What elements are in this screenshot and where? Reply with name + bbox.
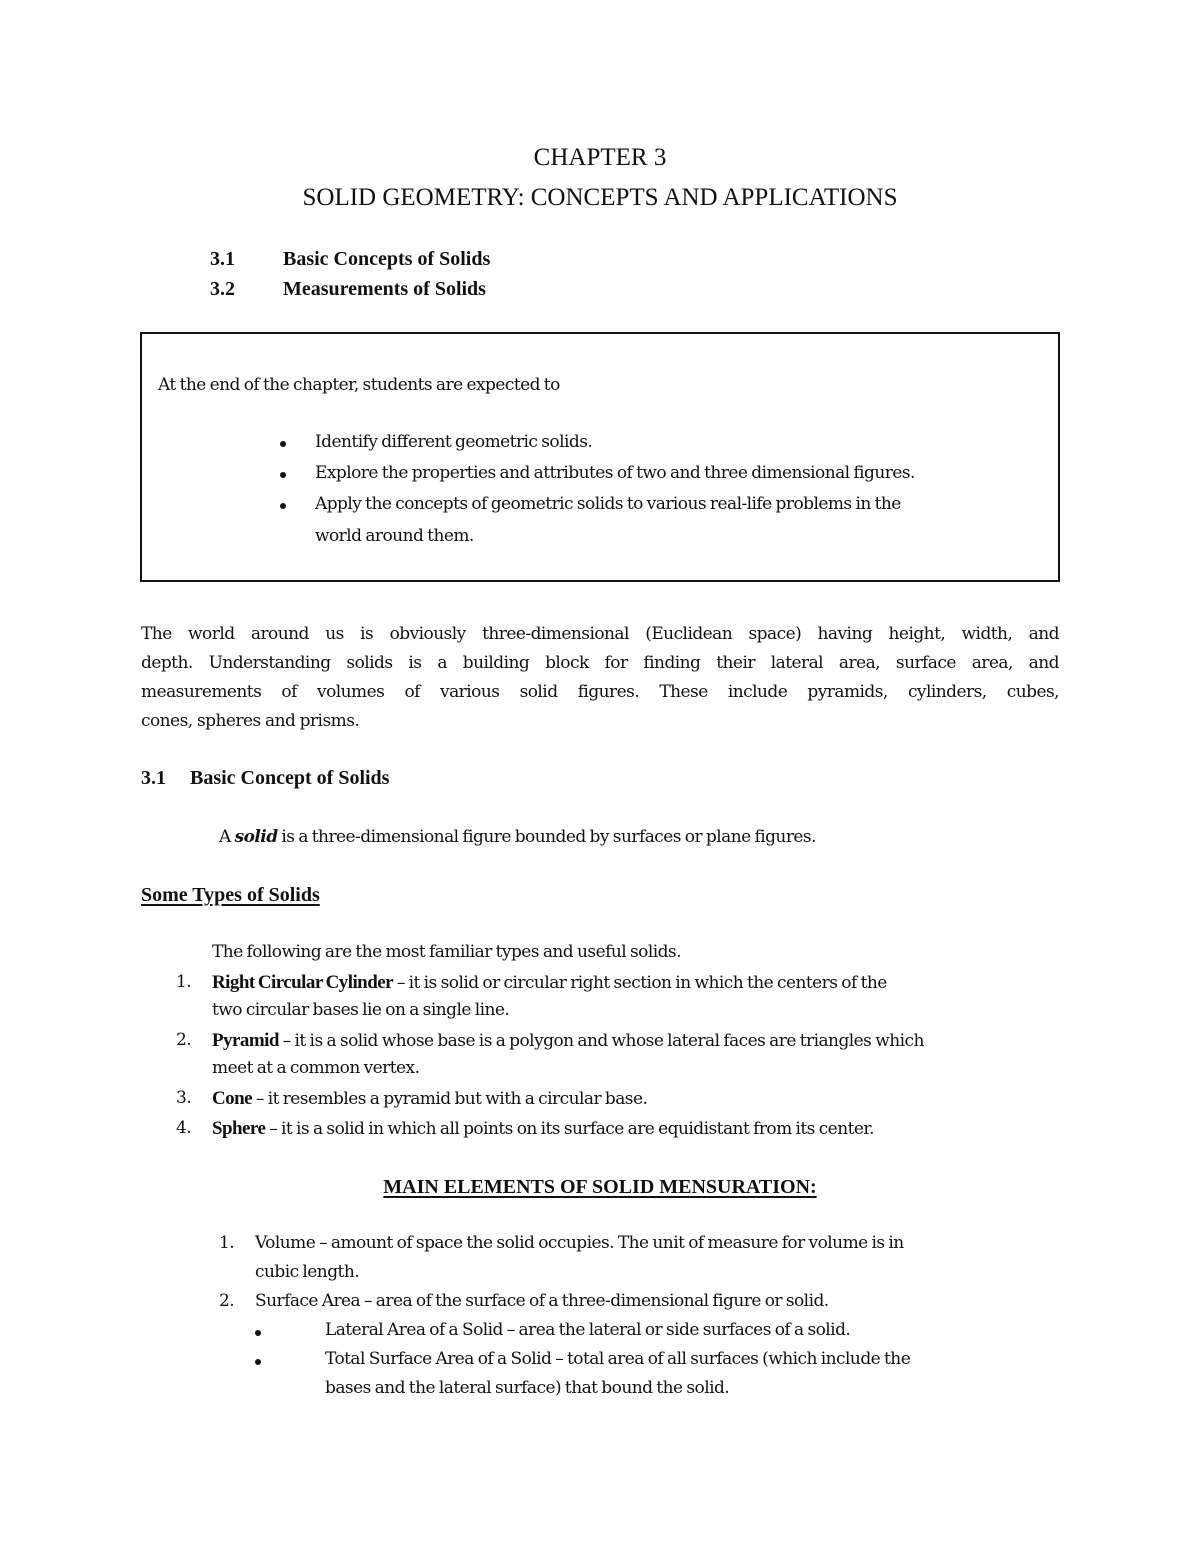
list-item-continuation: two circular bases lie on a single line. <box>212 1000 510 1020</box>
section-number: 3.1 <box>141 767 166 789</box>
list-item <box>212 972 887 994</box>
list-number: 2. <box>176 1030 192 1050</box>
types-intro: The following are the most familiar types and useful solids. <box>212 942 681 962</box>
solid-description: – it is a solid in which all points on its surface are equidistant from its center. <box>265 1119 874 1139</box>
sub-list-item-continuation: bases and the lateral surface) that bound the solid. <box>325 1378 730 1398</box>
definition-prefix: A <box>219 827 235 847</box>
section-title: Basic Concept of Solids <box>190 767 390 789</box>
chapter-title: SOLID GEOMETRY: CONCEPTS AND APPLICATIONS <box>302 184 898 211</box>
list-number: 2. <box>219 1291 235 1311</box>
bullet-icon <box>280 472 286 478</box>
bullet-icon <box>280 441 286 447</box>
paragraph-line: depth. Understanding solids is a building block for finding their lateral area, surface area, and <box>141 653 1059 673</box>
definition-text: is a three-dimensional figure bounded by surfaces or plane figures. <box>277 827 816 847</box>
objectives-intro: At the end of the chapter, students are expected to <box>158 375 560 395</box>
mensuration-heading: MAIN ELEMENTS OF SOLID MENSURATION: <box>383 1176 817 1198</box>
list-item <box>212 1118 874 1140</box>
intro-paragraph <box>141 620 1059 736</box>
list-item-continuation: meet at a common vertex. <box>212 1058 420 1078</box>
objective-item-continuation: world around them. <box>315 526 474 546</box>
solid-term: Pyramid <box>212 1030 279 1051</box>
objective-item: Explore the properties and attributes of two and three dimensional figures. <box>315 463 915 483</box>
bullet-icon <box>280 503 286 509</box>
sub-list-item: Lateral Area of a Solid – area the lateral or side surfaces of a solid. <box>325 1320 851 1340</box>
list-number: 1. <box>176 972 192 992</box>
bullet-icon <box>255 1359 261 1365</box>
list-item <box>212 1088 647 1110</box>
paragraph-line: The world around us is obviously three-dimensional (Euclidean space) having height, width, and <box>141 624 1059 644</box>
solid-term: Cone <box>212 1088 253 1109</box>
list-number: 1. <box>219 1233 235 1253</box>
list-item <box>212 1030 924 1052</box>
toc-item <box>0 248 1200 276</box>
definition-term: solid <box>234 827 278 847</box>
toc-label: Basic Concepts of Solids <box>283 248 491 270</box>
objectives-box <box>140 332 1060 582</box>
solid-term: Sphere <box>212 1118 266 1139</box>
list-item-continuation: cubic length. <box>255 1262 360 1282</box>
list-number: 3. <box>176 1088 192 1108</box>
solid-description: – it resembles a pyramid but with a circular base. <box>252 1089 648 1109</box>
solid-description: – it is solid or circular right section in which the centers of the <box>392 973 887 993</box>
objective-item: Identify different geometric solids. <box>315 432 593 452</box>
bullet-icon <box>255 1330 261 1336</box>
toc-number: 3.2 <box>210 278 235 300</box>
objective-item: Apply the concepts of geometric solids to various real-life problems in the <box>315 494 901 514</box>
solid-term: Right Circular Cylinder <box>212 972 393 993</box>
sub-list-item: Total Surface Area of a Solid – total area of all surfaces (which include the <box>325 1349 911 1369</box>
chapter-label: CHAPTER 3 <box>533 144 667 171</box>
solid-description: – it is a solid whose base is a polygon and whose lateral faces are triangles which <box>278 1031 924 1051</box>
list-number: 4. <box>176 1118 192 1138</box>
toc-label: Measurements of Solids <box>283 278 486 300</box>
toc-number: 3.1 <box>210 248 235 270</box>
paragraph-line: measurements of volumes of various solid figures. These include pyramids, cylinders, cubes, <box>141 682 1059 702</box>
list-item: Surface Area – area of the surface of a three-dimensional figure or solid. <box>255 1291 829 1311</box>
types-heading: Some Types of Solids <box>141 884 320 906</box>
paragraph-line: cones, spheres and prisms. <box>141 711 360 731</box>
list-item: Volume – amount of space the solid occupies. The unit of measure for volume is in <box>255 1233 904 1253</box>
solid-definition <box>219 827 816 847</box>
toc-item <box>0 278 1200 306</box>
section-heading <box>141 767 389 790</box>
